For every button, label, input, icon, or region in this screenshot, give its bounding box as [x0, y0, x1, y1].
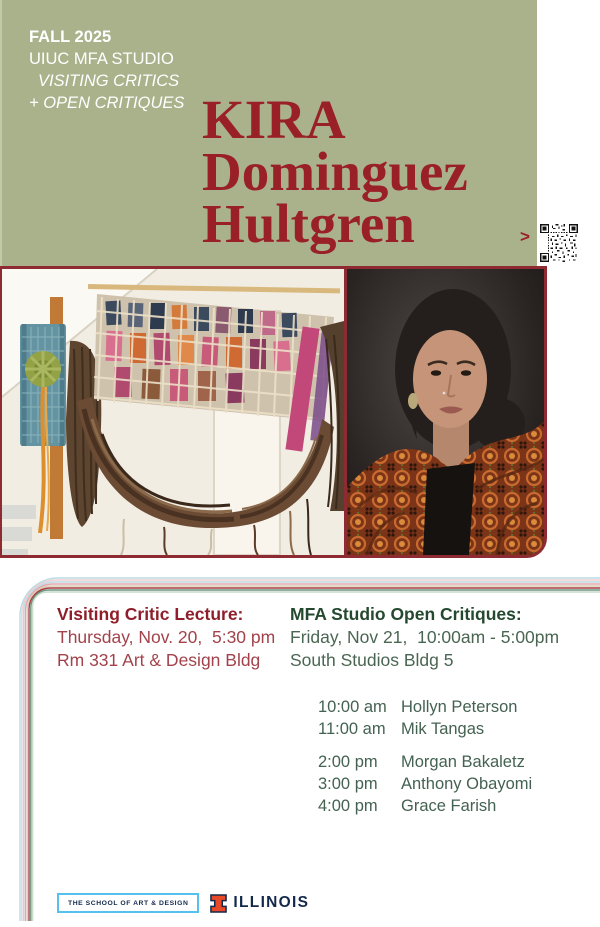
title-line-3: Hultgren	[202, 193, 415, 254]
program-label: UIUC MFA STUDIO	[29, 50, 174, 68]
schedule-row	[318, 751, 532, 773]
schedule-time: 11:00 am	[318, 720, 386, 738]
critiques-location: South Studios Bldg 5	[290, 650, 454, 670]
poster-title	[202, 89, 468, 254]
schedule-morning-group	[318, 696, 532, 740]
schedule-row	[318, 795, 532, 817]
schedule-afternoon-group	[318, 751, 532, 817]
artwork-photo	[2, 269, 344, 555]
critiques-datetime: Friday, Nov 21, 10:00am - 5:00pm	[290, 627, 560, 647]
block-i-icon	[210, 894, 227, 913]
poster-header	[29, 26, 184, 114]
schedule-time: 2:00 pm	[318, 753, 378, 771]
lecture-location: Rm 331 Art & Design Bldg	[57, 650, 261, 670]
schedule-name: Mik Tangas	[401, 720, 485, 738]
lecture-heading: Visiting Critic Lecture:	[57, 604, 244, 624]
photo-strip	[0, 266, 547, 558]
illinois-wordmark: ILLINOIS	[233, 894, 310, 911]
schedule-name: Grace Farish	[401, 797, 497, 815]
schedule-time: 3:00 pm	[318, 775, 378, 793]
schedule-row	[318, 718, 532, 740]
footer-logos	[57, 893, 309, 913]
schedule-row	[318, 773, 532, 795]
lecture-section	[57, 603, 275, 672]
chevron-right-icon: >	[520, 227, 530, 246]
schedule-name: Morgan Bakaletz	[401, 753, 525, 771]
schedule-row	[318, 696, 532, 718]
lecture-datetime: Thursday, Nov. 20, 5:30 pm	[57, 627, 276, 647]
schedule-time: 4:00 pm	[318, 797, 378, 815]
school-of-art-design-badge: THE SCHOOL OF ART & DESIGN	[57, 893, 199, 913]
schedule-name: Anthony Obayomi	[401, 775, 533, 793]
series-line-1: VISITING CRITICS	[38, 72, 180, 90]
portrait-photo	[347, 269, 544, 555]
critiques-heading: MFA Studio Open Critiques:	[290, 604, 522, 624]
series-line-2: + OPEN CRITIQUES	[29, 94, 185, 112]
title-line-1: KIRA	[202, 89, 346, 150]
schedule-time: 10:00 am	[318, 698, 387, 716]
illinois-logo-lockup	[210, 894, 309, 913]
qr-code	[540, 224, 578, 262]
critiques-section	[290, 603, 559, 672]
schedule-name: Hollyn Peterson	[401, 698, 518, 716]
critique-schedule	[318, 696, 532, 817]
title-line-2: Dominguez	[202, 141, 468, 202]
season-label: FALL 2025	[29, 28, 112, 46]
